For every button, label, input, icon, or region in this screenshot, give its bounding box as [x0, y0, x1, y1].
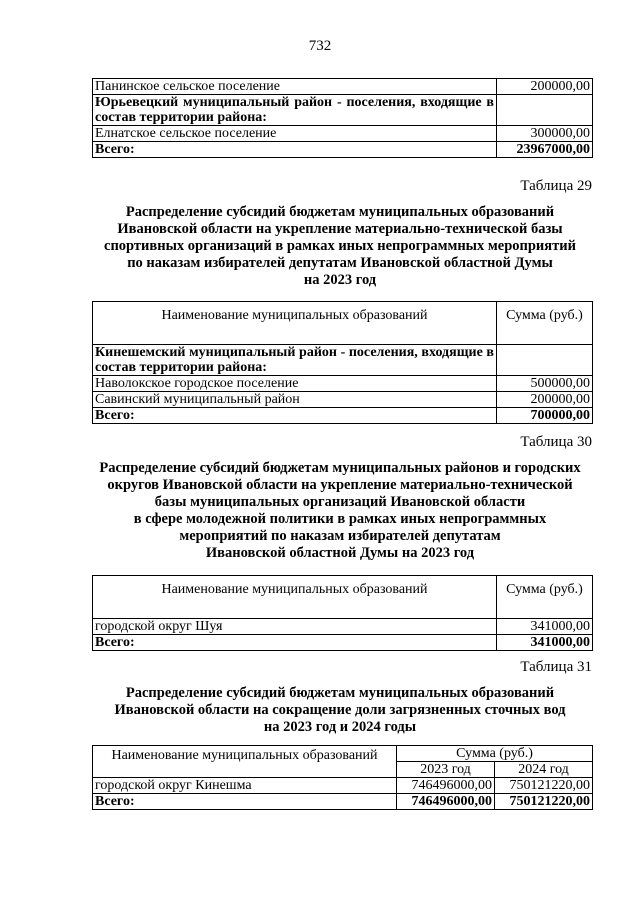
header-year-2023: 2023 год	[397, 762, 495, 778]
table-top	[92, 78, 593, 158]
title-line: Ивановской областной Думы на 2023 год	[205, 545, 475, 561]
table-row	[93, 79, 593, 95]
table-row	[93, 778, 593, 794]
header-sum: Сумма (руб.)	[397, 746, 593, 762]
row-name: Всего:	[93, 408, 497, 424]
row-name: Юрьевецкий муниципальный район - поселения, входящие в состав территории района:	[93, 95, 497, 126]
row-name: городской округ Кинешма	[93, 778, 397, 794]
table-row	[93, 635, 593, 651]
header-sum: Сумма (руб.)	[497, 302, 593, 345]
row-name: Всего:	[93, 635, 497, 651]
title-line: мероприятий по наказам избирателей депутатам	[179, 528, 501, 544]
row-value-2024: 750121220,00	[495, 794, 593, 810]
table30-title	[60, 460, 620, 562]
title-line: по наказам избирателей депутатам Ивановской областной Думы	[127, 255, 553, 271]
table-row	[93, 376, 593, 392]
table30	[92, 575, 593, 651]
table29	[92, 301, 593, 424]
table-row	[93, 142, 593, 158]
title-line: на 2023 год	[303, 272, 377, 288]
header-name: Наименование муниципальных образований	[93, 302, 497, 345]
row-sum: 341000,00	[497, 619, 593, 635]
header-name: Наименование муниципальных образований	[93, 576, 497, 619]
row-name: Савинский муниципальный район	[93, 392, 497, 408]
header-sum: Сумма (руб.)	[497, 576, 593, 619]
row-sum: 300000,00	[497, 126, 593, 142]
title-line: в сфере молодежной политики в рамках иных непрограммных	[133, 511, 547, 527]
row-name: Панинское сельское поселение	[93, 79, 497, 95]
row-sum: 700000,00	[497, 408, 593, 424]
table31	[92, 745, 593, 810]
table-row	[93, 345, 593, 376]
title-line: Ивановской области на укрепление материально-технической базы	[117, 221, 563, 237]
row-sum: 200000,00	[497, 392, 593, 408]
row-name: Кинешемский муниципальный район - поселения, входящие в состав территории района:	[93, 345, 497, 376]
table-row	[93, 392, 593, 408]
table-header	[93, 576, 593, 619]
page-number: 732	[308, 38, 332, 54]
title-line: Распределение субсидий бюджетам муниципальных районов и городских	[99, 460, 581, 476]
row-name: Всего:	[93, 142, 497, 158]
title-line: Распределение субсидий бюджетам муниципальных образований	[125, 204, 555, 220]
row-sum	[497, 345, 593, 376]
row-sum: 23967000,00	[497, 142, 593, 158]
header-name: Наименование муниципальных образований	[93, 746, 397, 778]
title-line: на 2023 год и 2024 годы	[263, 719, 417, 735]
row-name: Елнатское сельское поселение	[93, 126, 497, 142]
row-sum	[497, 95, 593, 126]
table-row	[93, 95, 593, 126]
table31-label: Таблица 31	[520, 659, 592, 675]
row-sum: 500000,00	[497, 376, 593, 392]
row-name: Всего:	[93, 794, 397, 810]
table-row	[93, 126, 593, 142]
title-line: округов Ивановской области на укрепление материально-технической	[107, 477, 573, 493]
row-name: городской округ Шуя	[93, 619, 497, 635]
row-value-2023: 746496000,00	[397, 794, 495, 810]
row-name: Наволокское городское поселение	[93, 376, 497, 392]
table31-title	[60, 685, 620, 736]
row-value-2023: 746496000,00	[397, 778, 495, 794]
table29-label: Таблица 29	[520, 178, 592, 194]
table-header	[93, 302, 593, 345]
title-line: спортивных организаций в рамках иных непрограммных мероприятий	[104, 238, 576, 254]
header-year-2024: 2024 год	[495, 762, 593, 778]
table29-title	[60, 204, 620, 289]
table-row	[93, 619, 593, 635]
row-value-2024: 750121220,00	[495, 778, 593, 794]
table-row	[93, 794, 593, 810]
row-sum: 341000,00	[497, 635, 593, 651]
table-row	[93, 408, 593, 424]
title-line: Ивановской области на сокращение доли загрязненных сточных вод	[114, 702, 566, 718]
row-sum: 200000,00	[497, 79, 593, 95]
title-line: Распределение субсидий бюджетам муниципальных образований	[125, 685, 555, 701]
table-header	[93, 746, 593, 762]
table30-label: Таблица 30	[520, 434, 592, 450]
title-line: базы муниципальных организаций Ивановской области	[154, 494, 526, 510]
